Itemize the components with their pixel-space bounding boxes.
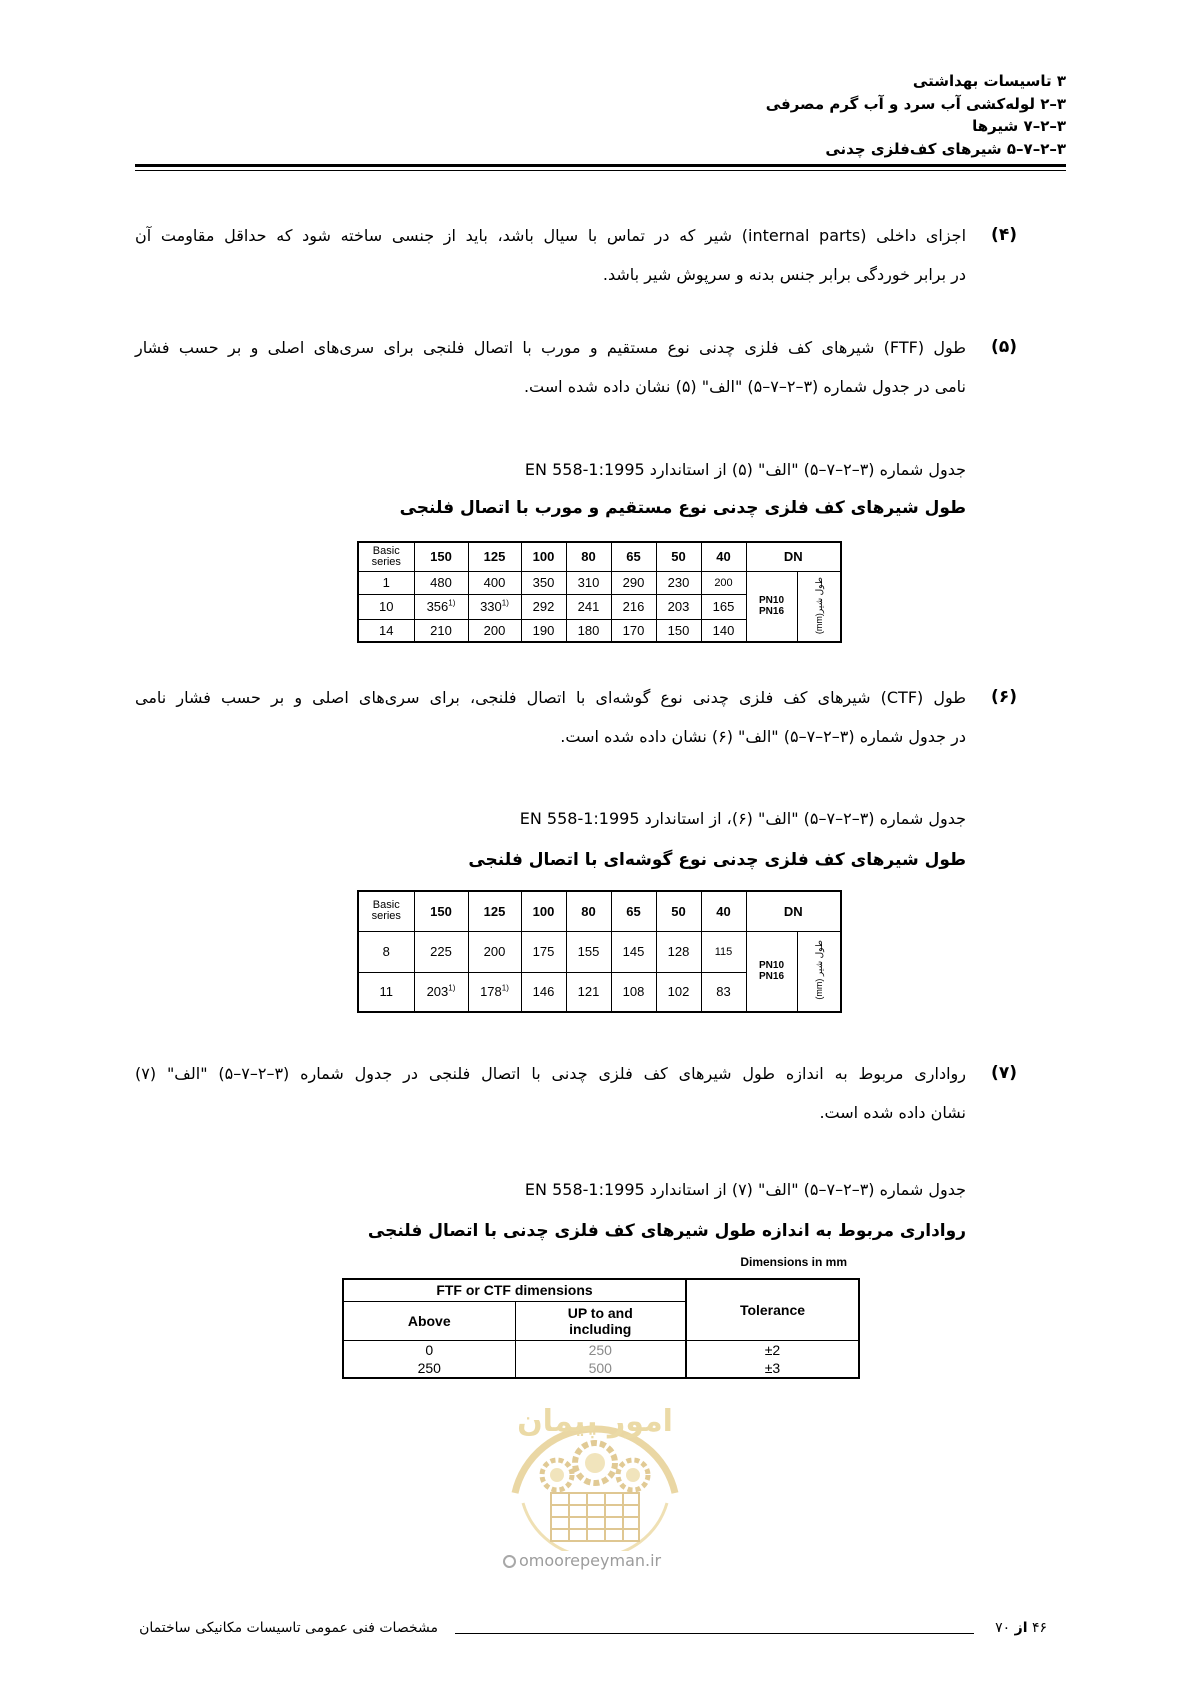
col-header-basic-series: Basic series <box>358 542 414 571</box>
item-number-6: (۶) <box>991 687 1017 707</box>
row-basic-series: 11 <box>358 972 414 1012</box>
table-cell: 83 <box>701 972 746 1012</box>
table-caption: جدول شماره (۳–۲–۷–۵) "الف" (۵) از استاندارد EN 558-1:1995 <box>524 460 966 479</box>
table-cell: 241 <box>566 594 611 619</box>
table-row <box>343 1359 859 1378</box>
page-total: ۷۰ <box>995 1620 1011 1636</box>
col-header-size: 125 <box>468 891 521 931</box>
table-cell: 145 <box>611 931 656 972</box>
watermark-site <box>503 1551 661 1570</box>
length-label <box>814 940 824 1000</box>
col-group-header-dimensions: FTF or CTF dimensions <box>343 1279 686 1301</box>
paragraph-line: طول (FTF) شیرهای کف فلزی چدنی نوع مستقیم و مورب با اتصال فلنجی برای سری‌های اصلی و بر حسب فشار <box>135 338 966 357</box>
table-cell: 175 <box>521 931 566 972</box>
col-header-size: 50 <box>656 542 701 571</box>
cell-value: 178 <box>480 984 502 1000</box>
units-note: Dimensions in mm <box>740 1255 847 1269</box>
table-title: طول شیرهای کف فلزی چدنی نوع مستقیم و مورب با اتصال فلنجی <box>399 498 966 518</box>
table-cell: 200 <box>468 619 521 642</box>
page-of-label: از <box>1014 1620 1028 1636</box>
item-number-7: (۷) <box>991 1063 1017 1083</box>
col-header-dn: DN <box>746 542 841 571</box>
header-clause: ۳–۲–۷–۵ شیرهای کف‌فلزی چدنی <box>825 140 1066 159</box>
cell-value: 356 <box>426 599 449 614</box>
logo-lettering: امور پیمان <box>517 1404 673 1439</box>
table-cell: 102 <box>656 972 701 1012</box>
table-cell: 210 <box>414 619 468 642</box>
table-cell: 250 <box>515 1340 686 1359</box>
table-cell: 203 <box>656 594 701 619</box>
gear-icon <box>575 1443 615 1483</box>
pressure-rating: PN16 <box>758 971 784 983</box>
table-cell: 350 <box>521 571 566 594</box>
building-grid-icon <box>551 1493 639 1541</box>
row-basic-series: 10 <box>358 594 414 619</box>
col-header-size: 80 <box>566 542 611 571</box>
footnote-mark: 1) <box>448 983 456 993</box>
col-header-size: 150 <box>414 542 468 571</box>
pressure-rating-cell <box>746 931 797 1012</box>
page-current: ۴۶ <box>1031 1620 1047 1636</box>
length-label-text: طول شیر <box>813 940 824 977</box>
row-basic-series: 8 <box>358 931 414 972</box>
table-cell <box>468 972 521 1012</box>
straight-valve-length-table <box>357 541 842 643</box>
col-header-basic-series: Basic series <box>358 891 414 931</box>
pressure-rating: PN10 <box>758 960 784 972</box>
logo-mark-icon <box>503 1555 516 1568</box>
length-label-cell <box>797 931 841 1012</box>
table-cell: 480 <box>414 571 468 594</box>
table-cell: ±2 <box>686 1340 859 1359</box>
table-cell: 115 <box>701 931 746 972</box>
table-cell <box>414 594 468 619</box>
table-cell: 165 <box>701 594 746 619</box>
table-caption: جدول شماره (۳–۲–۷–۵) "الف" (۶)، از استاندارد EN 558-1:1995 <box>519 809 966 828</box>
table-cell: 0 <box>343 1340 515 1359</box>
paragraph-line: طول (CTF) شیرهای کف فلزی چدنی نوع گوشه‌ای با اتصال فلنجی، برای سری‌های اصلی و بر حسب فشار نامی <box>135 688 966 707</box>
pressure-rating-cell <box>746 571 797 642</box>
col-header-size: 80 <box>566 891 611 931</box>
paragraph-4 <box>135 216 966 294</box>
row-basic-series: 14 <box>358 619 414 642</box>
table-title: رواداری مربوط به اندازه طول شیرهای کف فلزی چدنی با اتصال فلنجی <box>367 1221 966 1241</box>
length-unit: (mm) <box>813 979 824 1001</box>
length-unit: (mm) <box>813 612 824 634</box>
watermark-logo <box>485 1383 705 1551</box>
running-header <box>766 70 1066 161</box>
paragraph-line: نشان داده شده است. <box>819 1103 966 1122</box>
table-cell: 310 <box>566 571 611 594</box>
paragraph-line: نامی در جدول شماره (۳–۲–۷–۵) "الف" (۵) نشان داده شده است. <box>523 377 966 396</box>
table-cell: 146 <box>521 972 566 1012</box>
col-header-above: Above <box>343 1301 515 1340</box>
table-cell: 128 <box>656 931 701 972</box>
table-cell: 190 <box>521 619 566 642</box>
col-header-size: 150 <box>414 891 468 931</box>
table-row <box>358 571 841 594</box>
col-header-dn: DN <box>746 891 841 931</box>
item-number-5: (۵) <box>991 337 1017 357</box>
table-cell: 200 <box>468 931 521 972</box>
table-cell <box>468 594 521 619</box>
length-label-text: طول شیر <box>813 576 824 613</box>
table-row <box>343 1340 859 1359</box>
paragraph-line: اجزای داخلی (internal parts) شیر که در تماس با سیال باشد، باید از جنسی ساخته شود که حداقل مقاومت آن <box>135 226 967 245</box>
pressure-rating: PN16 <box>758 606 784 618</box>
header-subsection: ۳–۲–۷ شیرها <box>972 117 1066 136</box>
table-cell: 292 <box>521 594 566 619</box>
col-header-size: 100 <box>521 891 566 931</box>
gear-icon <box>542 1460 572 1490</box>
footer-rule <box>455 1633 974 1634</box>
table-cell <box>414 972 468 1012</box>
table-cell: ±3 <box>686 1359 859 1378</box>
table-cell: 170 <box>611 619 656 642</box>
col-header-up-to-text: UP to and including <box>567 1304 633 1337</box>
col-header-size: 40 <box>701 891 746 931</box>
table-cell: 121 <box>566 972 611 1012</box>
item-number-4: (۴) <box>991 225 1017 245</box>
cell-value: 330 <box>480 599 502 614</box>
footnote-mark: 1) <box>448 598 456 608</box>
col-header-size: 100 <box>521 542 566 571</box>
header-rule-thin <box>135 170 1066 171</box>
pressure-rating: PN10 <box>758 595 784 607</box>
length-label <box>814 577 824 634</box>
table-cell: 250 <box>343 1359 515 1378</box>
col-header-size: 125 <box>468 542 521 571</box>
table-caption: جدول شماره (۳–۲–۷–۵) "الف" (۷) از استاندارد EN 558-1:1995 <box>524 1180 966 1199</box>
col-header-up-to <box>515 1301 686 1340</box>
footer-document-title: مشخصات فنی عمومی تاسیسات مکانیکی ساختمان <box>139 1620 438 1636</box>
paragraph-line: رواداری مربوط به اندازه طول شیرهای کف فلزی چدنی با اتصال فلنجی در جدول شماره (۳–۲–۷–۵) "الف" (۷) <box>135 1064 967 1083</box>
logo-ring-inner <box>523 1503 667 1551</box>
table-cell: 290 <box>611 571 656 594</box>
table-cell: 108 <box>611 972 656 1012</box>
paragraph-5 <box>135 328 966 406</box>
paragraph-6 <box>135 678 966 756</box>
paragraph-line: در جدول شماره (۳–۲–۷–۵) "الف" (۶) نشان داده شده است. <box>560 727 966 746</box>
cell-value: 203 <box>426 984 449 1000</box>
footnote-mark: 1) <box>501 598 509 608</box>
angle-valve-length-table <box>357 890 842 1013</box>
table-cell: 150 <box>656 619 701 642</box>
table-cell: 216 <box>611 594 656 619</box>
header-section: ۳–۲ لوله‌کشی آب سرد و آب گرم مصرفی <box>765 94 1066 113</box>
table-cell: 230 <box>656 571 701 594</box>
page-number <box>995 1617 1047 1639</box>
header-chapter: ۳ تاسیسات بهداشتی <box>912 72 1066 90</box>
col-header-size: 50 <box>656 891 701 931</box>
paragraph-line: در برابر خوردگی برابر جنس بدنه و سرپوش شیر باشد. <box>602 265 966 284</box>
col-header-size: 40 <box>701 542 746 571</box>
table-cell: 140 <box>701 619 746 642</box>
table-cell: 200 <box>701 571 746 594</box>
table-title: طول شیرهای کف فلزی چدنی نوع گوشه‌ای با اتصال فلنجی <box>468 850 966 870</box>
length-label-cell <box>797 571 841 642</box>
col-header-size: 65 <box>611 542 656 571</box>
watermark-site-text: omoorepeyman.ir <box>519 1551 662 1570</box>
footnote-mark: 1) <box>501 983 509 993</box>
col-header-tolerance: Tolerance <box>686 1279 859 1340</box>
gear-icon <box>618 1460 648 1490</box>
tolerance-table <box>342 1278 860 1379</box>
table-cell: 180 <box>566 619 611 642</box>
header-rule-thick <box>135 164 1066 167</box>
table-cell: 400 <box>468 571 521 594</box>
table-cell: 155 <box>566 931 611 972</box>
table-row <box>358 931 841 972</box>
table-cell: 225 <box>414 931 468 972</box>
table-cell: 500 <box>515 1359 686 1378</box>
row-basic-series: 1 <box>358 571 414 594</box>
col-header-size: 65 <box>611 891 656 931</box>
paragraph-7 <box>135 1054 966 1132</box>
